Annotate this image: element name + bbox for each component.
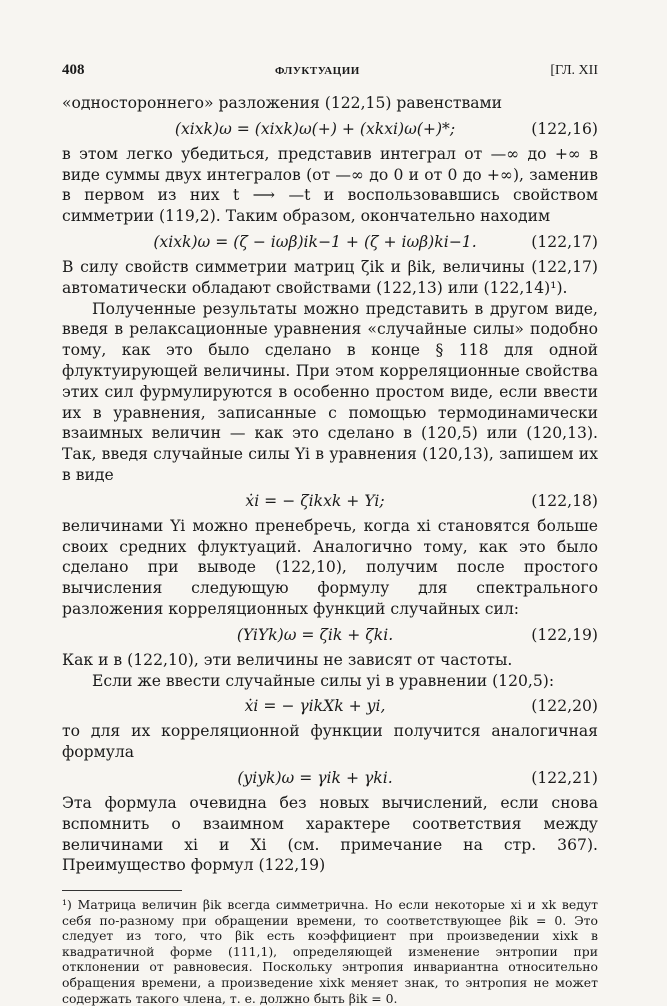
footnote-text: Матрица величин βik всегда симметрична. Но если некоторые xi и xk ведут себя по-разному при обращении времени, то соответствующее βik = 0. Это следует из того, что βik есть коэффициент при произведении xixk в квадратичной форме (111,1), определяющей изменение энтропии при отклонении от равновесия. Поскольку энтропия инвариантна относительно обращения времени, а произведение xixk меняет знак, то энтропия не может содержать такого члена, т. е. должно быть βik = 0. [62, 897, 598, 1006]
book-page [62, 62, 598, 1006]
equation-formula: (xixk)ω = (xixk)ω(+) + (xkxi)ω(+)*; [174, 119, 456, 138]
equation-number: (122,21) [531, 768, 598, 787]
page-number: 408 [62, 62, 85, 78]
chapter-label: [ГЛ. XII [550, 63, 598, 78]
paragraph-1: «одностороннего» разложения (122,15) равенствами [62, 94, 503, 112]
paragraph-2: в этом легко убедиться, представив интеграл от —∞ до +∞ в виде суммы двух интегралов (от —∞ до 0 и от 0 до +∞), заменив в первом из них t ⟶ —t и воспользовавшись свойством симметрии (119,2). Таким образом, окончательно находим [62, 144, 598, 226]
equation-122-21 [62, 763, 598, 793]
paragraph-3: В силу свойств симметрии матриц ζik и βik, величины (122,17) автоматически обладают свойствами (122,13) или (122,14)¹). [62, 257, 598, 297]
footnote-divider [62, 890, 182, 891]
equation-formula: ẋi = − γikXk + yi, [244, 697, 386, 716]
page-header [62, 62, 598, 79]
footnote-mark: ¹) [62, 897, 72, 913]
paragraph-5: величинами Yi можно пренебречь, когда xi становятся больше своих средних флуктуаций. Аналогично тому, как это было сделано при выводе (122,10), получим после простого вычисления следующую формулу для спектрального разложения корреляционных функций случайных сил: [62, 516, 598, 618]
equation-122-16 [62, 114, 598, 144]
equation-122-19 [62, 620, 598, 650]
equation-formula: (YiYk)ω = ζik + ζki. [236, 625, 394, 644]
page-body [62, 93, 598, 1006]
equation-number: (122,19) [531, 625, 598, 644]
paragraph-9: Эта формула очевидна без новых вычислений, если снова вспомнить о взаимном характере соответствия между величинами xi и Xi (см. примечание на стр. 367). Преимущество формул (122,19) [62, 793, 598, 875]
paragraph-4: Полученные результаты можно представить в другом виде, введя в релаксационные уравнения «случайные силы» подобно тому, как это было сделано в конце § 118 для одной флуктуирующей величины. При этом корреляционные свойства этих сил фурмулируются в особенно простом виде, если ввести их в уравнения, записанные с помощью термодинамически взаимных величин — как это сделано в (120,5) или (120,13). Так, введя случайные силы Yi в уравнения (120,13), запишем их в виде [62, 299, 598, 484]
paragraph-7: Если же ввести случайные силы yi в уравнении (120,5): [92, 671, 555, 690]
paragraph-6: Как и в (122,10), эти величины не зависят от частоты. [62, 650, 513, 669]
equation-formula: ẋi = − ζikxk + Yi; [245, 491, 385, 510]
equation-number: (122,17) [531, 232, 598, 251]
footnote [62, 897, 598, 1006]
equation-number: (122,20) [531, 697, 598, 716]
equation-122-20 [62, 691, 598, 721]
equation-formula: (yiyk)ω = γik + γki. [237, 768, 393, 787]
equation-number: (122,16) [531, 119, 598, 138]
equation-formula: (xixk)ω = (ζ − iωβ)ik−1 + (ζ + iωβ)ki−1. [153, 232, 477, 251]
running-title: ФЛУКТУАЦИИ [275, 65, 360, 77]
equation-122-18 [62, 486, 598, 516]
equation-number: (122,18) [531, 491, 598, 510]
equation-122-17 [62, 227, 598, 257]
paragraph-8: то для их корреляционной функции получится аналогичная формула [62, 722, 598, 762]
